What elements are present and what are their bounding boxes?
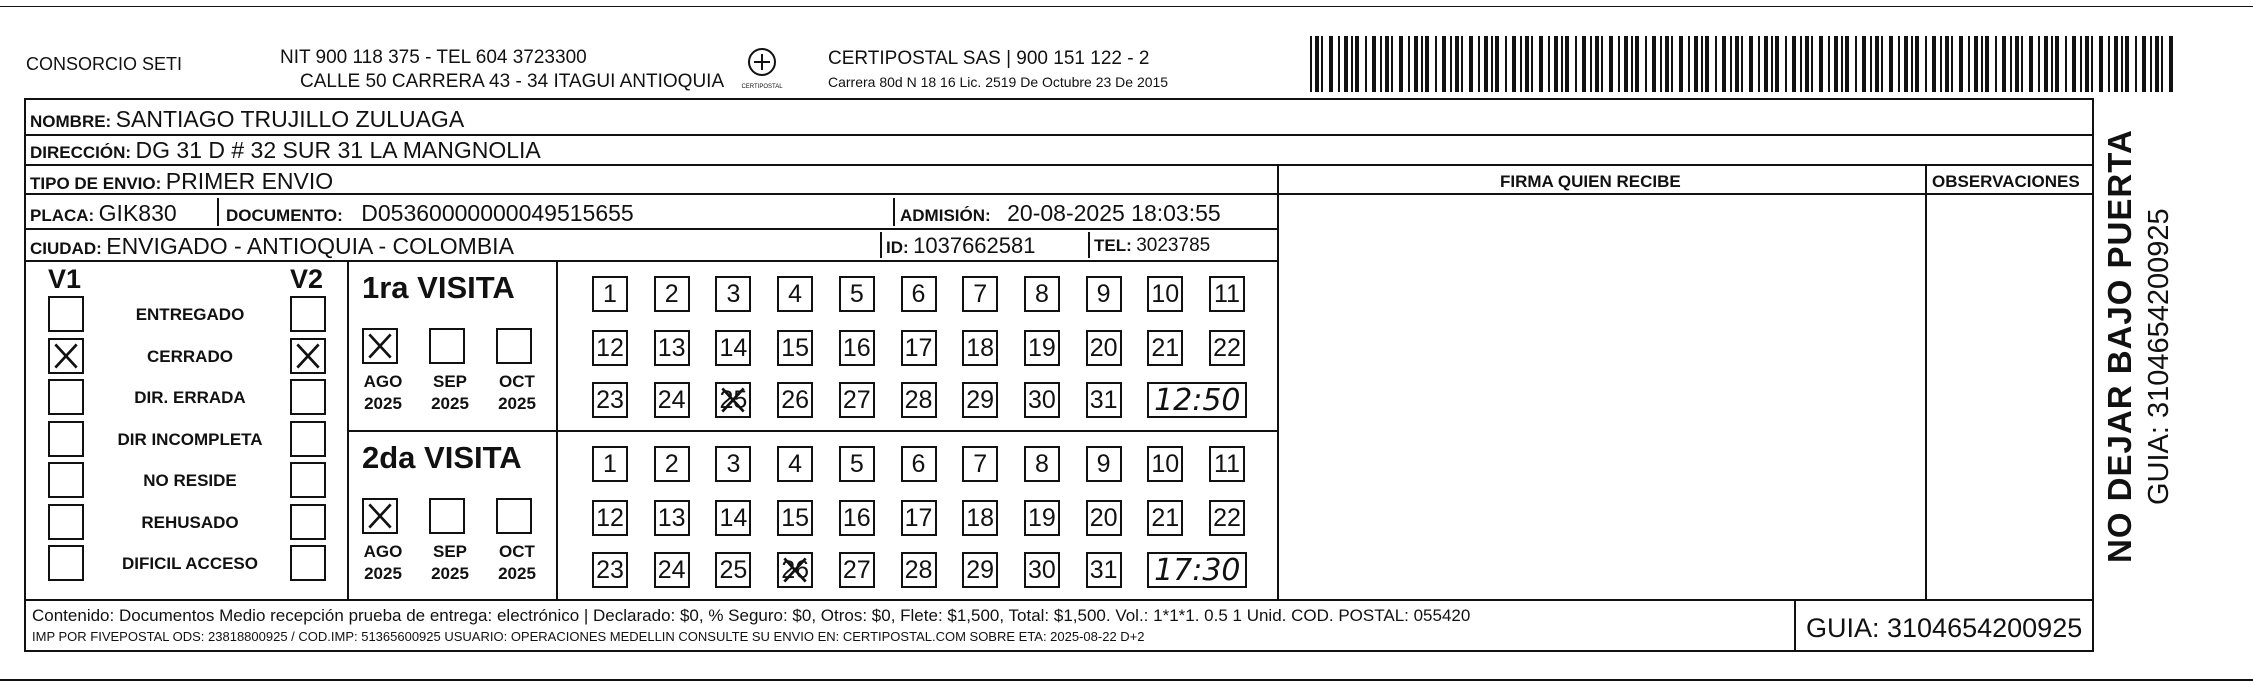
day-box[interactable]: 22 [1209,330,1245,366]
documento-row [226,202,634,225]
month-checkbox[interactable] [496,328,532,364]
company-name: CONSORCIO SETI [26,54,183,74]
day-box[interactable]: 17 [901,500,937,536]
certipostal-logo [738,44,786,92]
placa-sep [217,198,219,226]
month-label: SEP [432,542,468,561]
day-box[interactable]: 20 [1086,330,1122,366]
v2-checkbox[interactable] [290,545,326,581]
ciudad-label: CIUDAD: [30,239,102,258]
id-value: 1037662581 [913,233,1036,258]
tel-value: 3023785 [1136,235,1211,256]
day-box[interactable]: 30 [1024,382,1060,418]
day-box[interactable]: 8 [1024,276,1060,312]
ciudad-value: ENVIGADO - ANTIOQUIA - COLOMBIA [106,233,514,259]
year-label: 2025 [431,394,469,413]
year-label: 2025 [498,394,536,413]
ciudad-row [30,235,514,258]
visit-title: 2da VISITA [362,440,522,475]
license-line: Carrera 80d N 18 16 Lic. 2519 De Octubre 23 De 2015 [828,74,1169,90]
top-edge-line [0,6,2253,7]
day-box[interactable]: 1 [592,276,628,312]
direccion-value: DG 31 D # 32 SUR 31 LA MANGNOLIA [135,137,541,163]
contenido-text: Contenido: Documentos Medio recepción prueba de entrega: electrónico | Declarado: $0, % Seguro: $0, Otros: $0, Flete: $1,500, Total: $1,500. Vol.: 1*1*1. 0.5 1 Unid. COD. POSTAL: 055420 [32,606,1471,625]
day-box[interactable]: 8 [1024,446,1060,482]
footer-guia-sep [1794,600,1796,652]
tipo-row [30,170,333,193]
v1-checkbox[interactable] [48,421,84,457]
day-box[interactable]: 26 [777,552,813,588]
documento-label: DOCUMENTO: [226,206,343,225]
v1-label: V1 [48,264,82,294]
v2-checkbox[interactable] [290,504,326,540]
month-checkbox[interactable] [362,498,398,534]
documento-value: D05360000000049515655 [361,200,634,226]
year-label: 2025 [498,564,536,583]
month-label: OCT [499,542,535,561]
footer-guia: GUIA: 3104654200925 [1806,613,2083,643]
visit-time: 12:50 [1154,382,1241,418]
visit-time: 17:30 [1154,552,1241,588]
v2-label: V2 [290,264,324,294]
day-box[interactable]: 25 [715,382,751,418]
day-box[interactable]: 1 [592,446,628,482]
side-guia: GUIA: 3104654200925 [2143,208,2175,505]
day-box[interactable]: 19 [1024,330,1060,366]
visit-title: 1ra VISITA [362,270,515,305]
imp-text: IMP POR FIVEPOSTAL ODS: 23818800925 / COD.IMP: 51365600925 USUARIO: OPERACIONES MEDELLIN CONSULTE SU ENVIO EN: CERTIPOSTAL.COM SOBRE ETA: 2025-08-22 D+2 [32,629,1145,644]
nombre-row [30,108,464,131]
admision-value: 20-08-2025 18:03:55 [1007,200,1221,226]
year-label: 2025 [431,564,469,583]
day-box[interactable]: 4 [777,276,813,312]
firma-label: FIRMA QUIEN RECIBE [1500,172,1681,191]
day-box[interactable]: 18 [962,500,998,536]
observaciones-left-line [1925,164,1927,600]
day-box[interactable]: 9 [1086,446,1122,482]
day-box[interactable]: 7 [962,276,998,312]
day-box[interactable]: 6 [901,446,937,482]
direccion-row [30,139,541,162]
address-line: CALLE 50 CARRERA 43 - 34 ITAGUI ANTIOQUIA [300,71,725,92]
day-box[interactable]: 26 [777,382,813,418]
day-box[interactable]: 24 [654,382,690,418]
day-box[interactable]: 5 [839,446,875,482]
year-label: 2025 [364,564,402,583]
v2-checkbox[interactable] [290,462,326,498]
day-box[interactable]: 4 [777,446,813,482]
status-option-label: NO RESIDE [143,471,237,490]
row-line [24,228,1278,230]
month-checkbox[interactable] [429,328,465,364]
tipo-label: TIPO DE ENVIO: [30,174,162,193]
day-box[interactable]: 9 [1086,276,1122,312]
placa-value: GIK830 [98,200,177,226]
day-box[interactable]: 20 [1086,500,1122,536]
month-checkbox[interactable] [362,328,398,364]
day-box[interactable]: 29 [962,382,998,418]
day-box[interactable]: 10 [1147,276,1183,312]
direccion-label: DIRECCIÓN: [30,143,132,162]
id-row [886,235,1035,257]
admision-label: ADMISIÓN: [900,206,991,225]
nombre-label: NOMBRE: [30,112,112,131]
day-box[interactable]: 7 [962,446,998,482]
day-box[interactable]: 14 [715,500,751,536]
visit-time-box[interactable] [1147,382,1247,418]
tel-label: TEL: [1094,236,1132,255]
nit-line: NIT 900 118 375 - TEL 604 3723300 [280,47,587,68]
day-box[interactable]: 11 [1209,446,1245,482]
id-label: ID: [886,238,909,257]
placa-label: PLACA: [30,206,95,225]
day-box[interactable]: 3 [715,446,751,482]
day-box[interactable]: 18 [962,330,998,366]
v2-checkbox[interactable] [290,296,326,332]
status-option-label: DIR. ERRADA [134,388,246,407]
nombre-value: SANTIAGO TRUJILLO ZULUAGA [115,106,465,132]
certipostal-line: CERTIPOSTAL SAS | 900 151 122 - 2 [828,48,1150,69]
v1-checkbox[interactable] [48,296,84,332]
footer-line [24,599,2094,601]
day-box[interactable]: 23 [592,382,628,418]
day-box[interactable]: 3 [715,276,751,312]
year-label: 2025 [364,394,402,413]
svg-text:CERTIPOSTAL: CERTIPOSTAL [741,84,783,90]
status-option-label: CERRADO [147,346,233,366]
day-box[interactable]: 5 [839,276,875,312]
status-option-label: ENTREGADO [135,305,245,324]
tel-row [1094,236,1210,255]
v1-checkbox[interactable] [48,545,84,581]
day-box[interactable]: 14 [715,330,751,366]
day-box[interactable]: 23 [592,552,628,588]
day-box[interactable]: 13 [654,500,690,536]
row-line [24,134,2094,136]
v1-checkbox[interactable] [48,338,84,374]
observaciones-label: OBSERVACIONES [1932,172,2080,191]
day-box[interactable]: 12 [592,500,628,536]
bottom-edge-line [0,679,2253,681]
day-box[interactable]: 22 [1209,500,1245,536]
day-box[interactable]: 31 [1086,552,1122,588]
day-box[interactable]: 2 [654,446,690,482]
day-box[interactable]: 28 [901,552,937,588]
v2-checkbox[interactable] [290,421,326,457]
day-box[interactable]: 24 [654,552,690,588]
day-box[interactable]: 16 [839,500,875,536]
day-box[interactable]: 15 [777,500,813,536]
month-label: SEP [432,372,468,391]
day-box[interactable]: 10 [1147,446,1183,482]
day-box[interactable]: 25 [715,552,751,588]
side-warning: NO DEJAR BAJO PUERTA [2101,129,2138,563]
visit-time-box[interactable] [1147,552,1247,588]
month-label: AGO [363,542,403,561]
status-option-label: REHUSADO [141,512,239,532]
day-box[interactable]: 28 [901,382,937,418]
v2-checkbox[interactable] [290,338,326,374]
day-box[interactable]: 13 [654,330,690,366]
admision-row [900,202,1221,225]
month-label: OCT [499,372,535,391]
tel-sep [1088,232,1090,258]
tipo-value: PRIMER ENVIO [165,168,334,194]
id-sep [880,232,882,258]
day-box[interactable]: 21 [1147,330,1183,366]
day-box[interactable]: 2 [654,276,690,312]
day-box[interactable]: 27 [839,382,875,418]
placa-row [30,202,177,225]
day-box[interactable]: 11 [1209,276,1245,312]
day-box[interactable]: 19 [1024,500,1060,536]
month-label: AGO [363,372,403,391]
barcode [1310,36,2180,92]
day-box[interactable]: 12 [592,330,628,366]
row-line [24,164,2094,166]
day-box[interactable]: 15 [777,330,813,366]
day-box[interactable]: 21 [1147,500,1183,536]
signature-left-line [1277,164,1279,600]
day-box[interactable]: 29 [962,552,998,588]
day-box[interactable]: 30 [1024,552,1060,588]
visit-sep [347,430,1278,432]
day-box[interactable]: 27 [839,552,875,588]
month-checkbox[interactable] [429,498,465,534]
day-box[interactable]: 16 [839,330,875,366]
day-box[interactable]: 17 [901,330,937,366]
v1-checkbox[interactable] [48,462,84,498]
row-line [24,260,1278,262]
status-option-label: DIFICIL ACCESO [121,554,258,573]
day-box[interactable]: 31 [1086,382,1122,418]
admision-sep [893,198,895,226]
day-box[interactable]: 6 [901,276,937,312]
v1-checkbox[interactable] [48,504,84,540]
month-checkbox[interactable] [496,498,532,534]
v2-checkbox[interactable] [290,379,326,415]
v1-checkbox[interactable] [48,379,84,415]
signature-header-line [1277,193,2094,195]
status-option-label: DIR INCOMPLETA [117,429,263,449]
